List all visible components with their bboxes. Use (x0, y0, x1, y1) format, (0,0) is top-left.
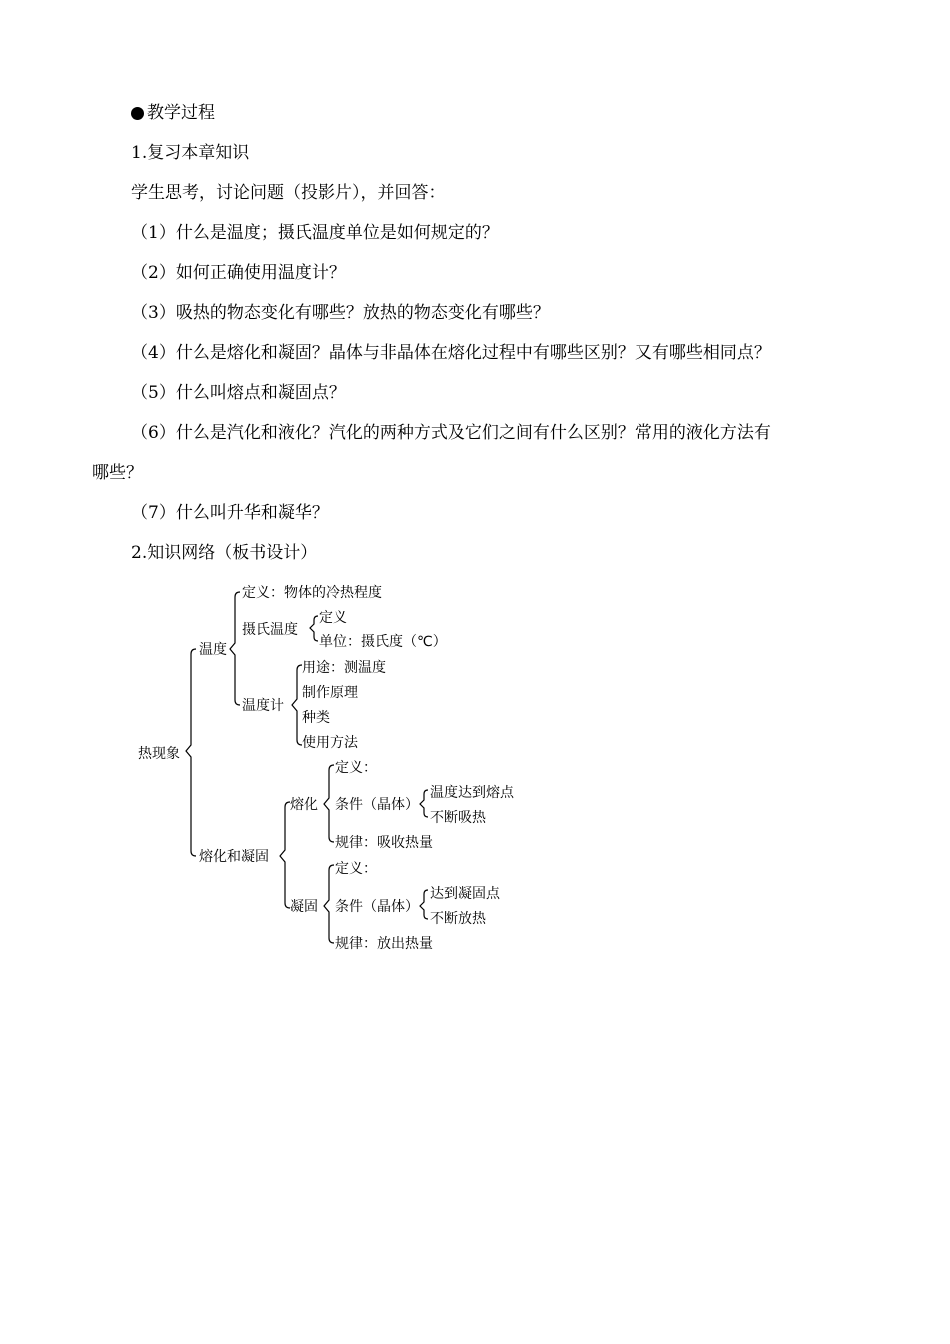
node-root: 热现象 (138, 746, 180, 762)
brace-melting-solidification (280, 802, 290, 908)
node-thermometer-method: 使用方法 (302, 735, 358, 751)
node-melting-condition-item: 温度达到熔点 (430, 785, 514, 801)
node-melting-solidification: 熔化和凝固 (199, 849, 269, 865)
brace-solidification-condition (420, 890, 428, 919)
node-solidification-condition: 条件（晶体） (335, 899, 419, 915)
node-solidification-rule: 规律：放出热量 (335, 936, 433, 952)
brace-thermometer (292, 665, 302, 745)
question-item-continuation: 哪些？ (92, 463, 143, 483)
node-celsius-unit: 单位：摄氏度（℃） (319, 634, 447, 650)
question-item: （6）什么是汽化和液化？汽化的两种方式及它们之间有什么区别？常用的液化方法有 (131, 423, 771, 443)
node-celsius: 摄氏温度 (242, 622, 298, 638)
question-item: （7）什么叫升华和凝华？ (131, 503, 329, 523)
question-item: （5）什么叫熔点和凝固点？ (131, 383, 346, 403)
question-item: （1）什么是温度；摄氏温度单位是如何规定的？ (131, 223, 499, 243)
question-item: （3）吸热的物态变化有哪些？放热的物态变化有哪些？ (131, 303, 550, 323)
step2-title: 2.知识网络（板书设计） (131, 543, 318, 563)
step1-title: 1.复习本章知识 (131, 143, 250, 163)
node-thermometer: 温度计 (242, 698, 284, 714)
node-temperature: 温度 (199, 642, 227, 658)
brace-melting-condition (420, 790, 428, 817)
question-item: （4）什么是熔化和凝固？晶体与非晶体在熔化过程中有哪些区别？又有哪些相同点？ (131, 343, 771, 363)
node-thermometer-use: 用途：测温度 (302, 660, 386, 676)
brace-root (186, 649, 196, 856)
brace-solidification (324, 865, 334, 943)
node-temp-definition: 定义：物体的冷热程度 (242, 585, 382, 601)
brace-celsius (310, 616, 318, 641)
node-celsius-definition: 定义 (319, 610, 347, 626)
node-melting-definition: 定义： (335, 760, 377, 776)
node-melting-condition-item: 不断吸热 (430, 810, 486, 826)
node-melting-rule: 规律：吸收热量 (335, 835, 433, 851)
section-heading (131, 103, 215, 123)
node-solidification-definition: 定义： (335, 861, 377, 877)
brace-melting (324, 765, 334, 842)
question-item: （2）如何正确使用温度计？ (131, 263, 346, 283)
node-thermometer-types: 种类 (302, 710, 330, 726)
node-melting-condition: 条件（晶体） (335, 797, 419, 813)
bullet-icon (131, 107, 144, 120)
node-melting: 熔化 (290, 797, 318, 813)
intro-text: 学生思考，讨论问题（投影片），并回答： (131, 183, 446, 203)
node-solidification-condition-item: 达到凝固点 (430, 886, 500, 902)
node-solidification-condition-item: 不断放热 (430, 911, 486, 927)
node-solidification: 凝固 (290, 899, 318, 915)
section-heading-text: 教学过程 (147, 103, 215, 123)
node-thermometer-principle: 制作原理 (302, 685, 358, 701)
brace-temperature (230, 592, 240, 705)
